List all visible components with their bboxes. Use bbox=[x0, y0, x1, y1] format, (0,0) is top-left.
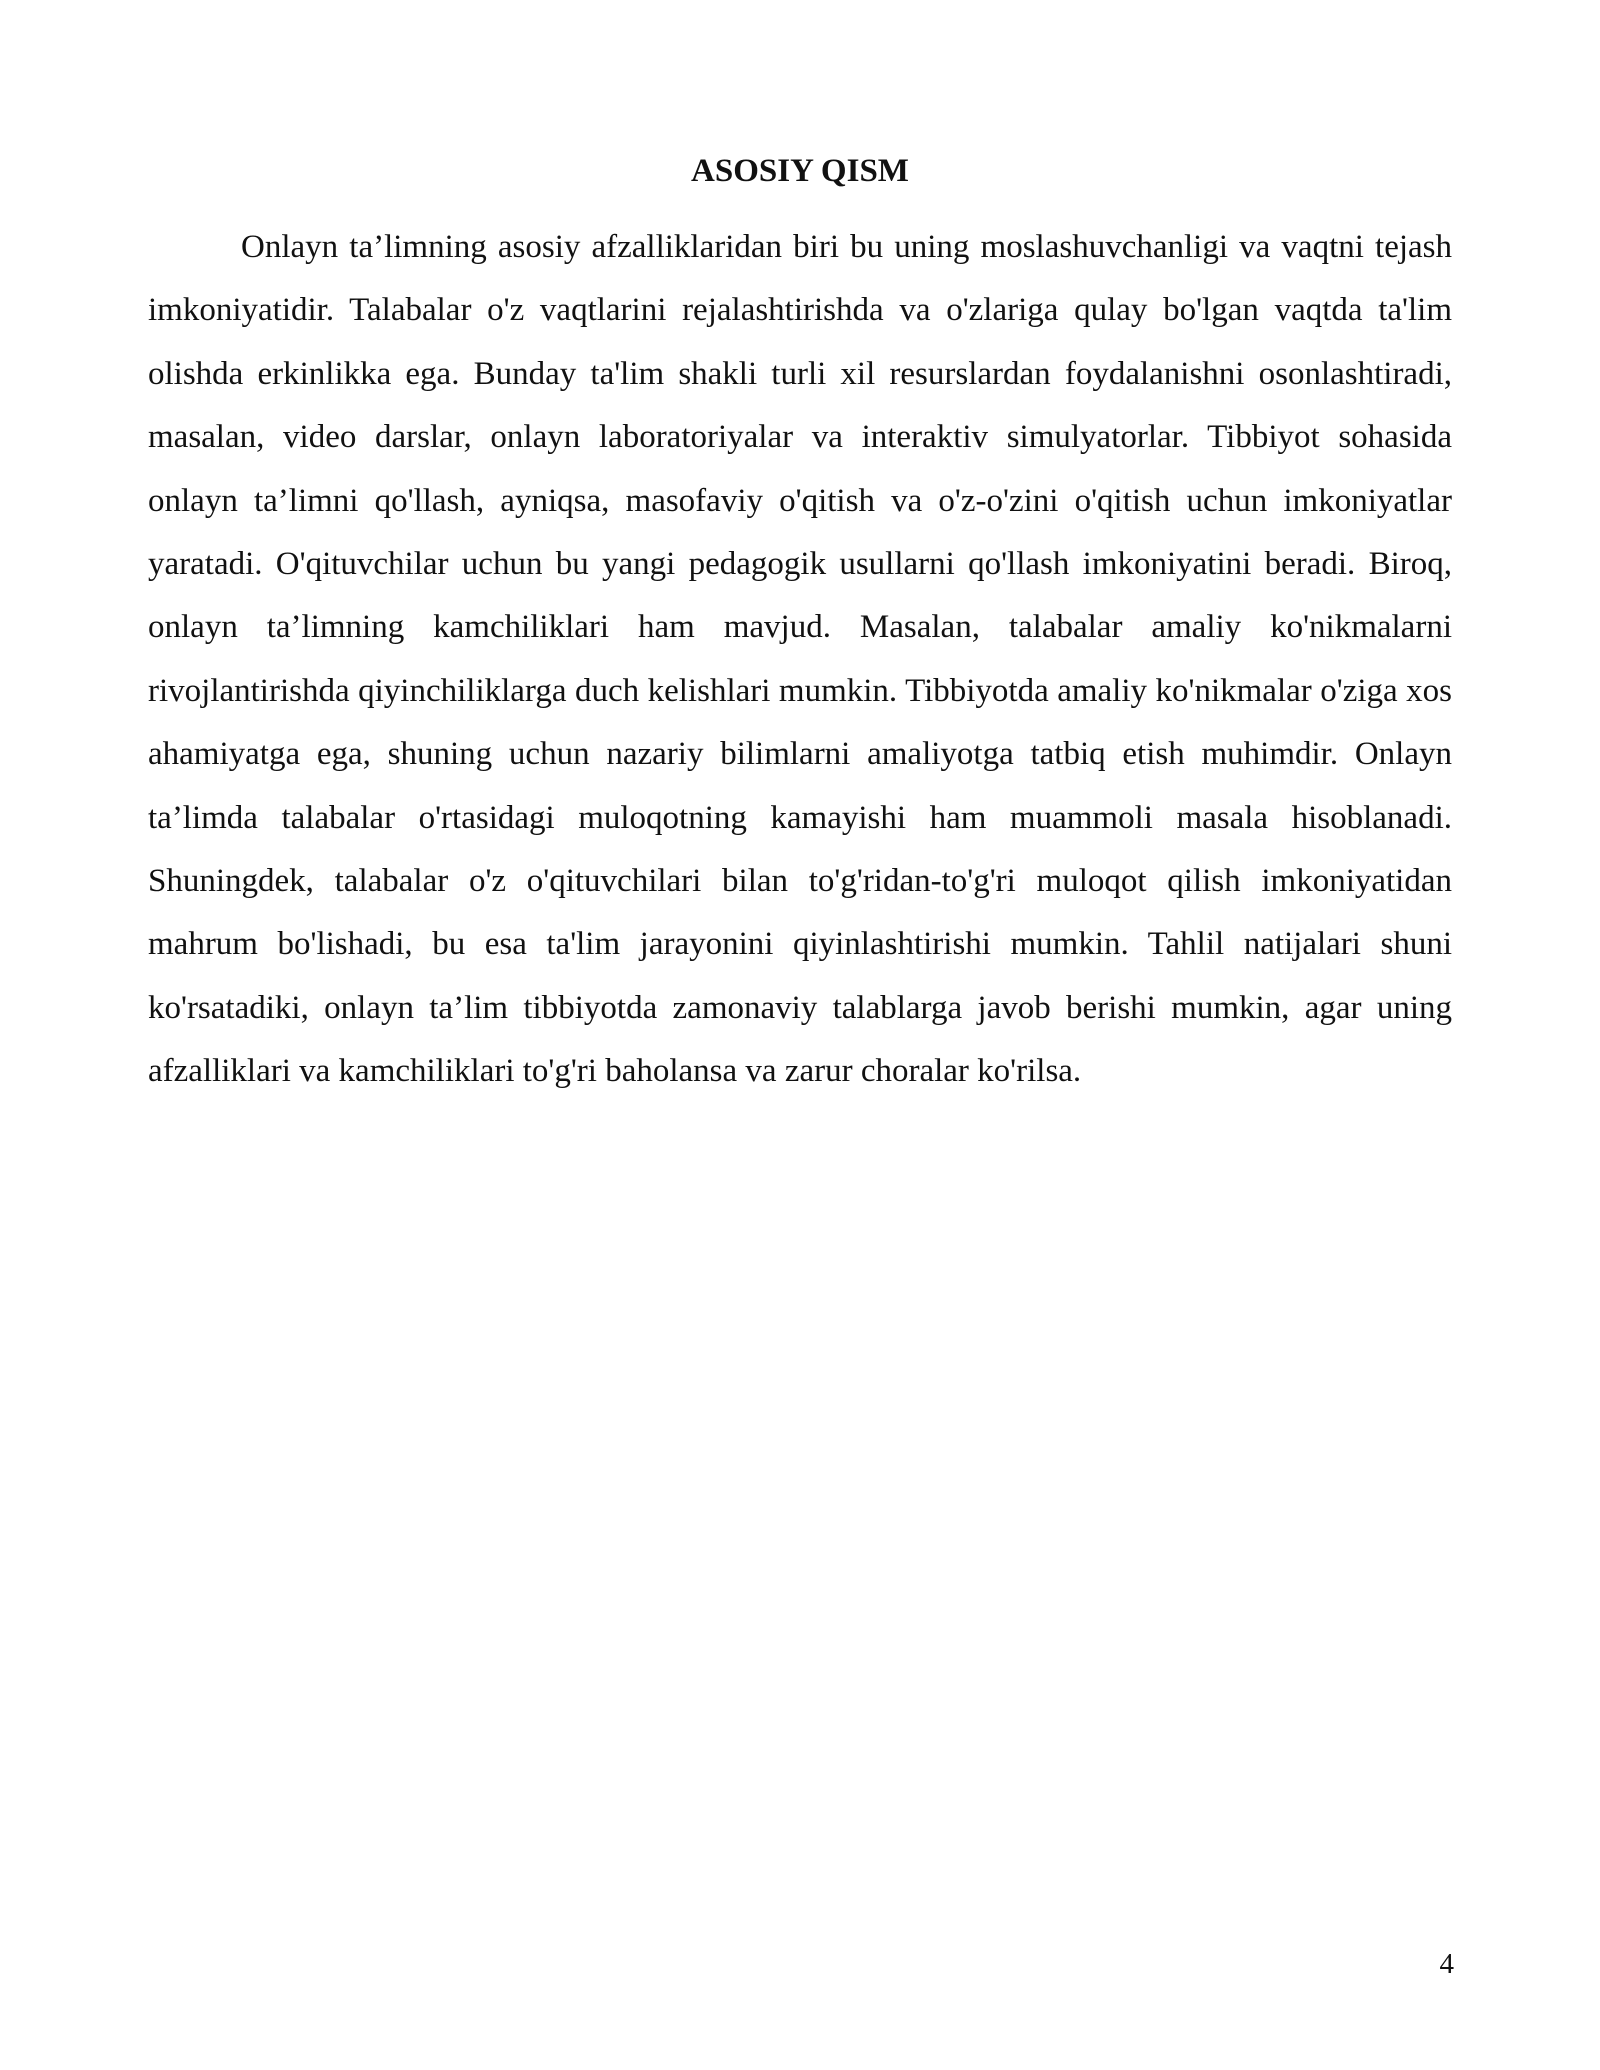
section-heading: ASOSIY QISM bbox=[691, 153, 909, 189]
page-number: 4 bbox=[1439, 1948, 1454, 1980]
body-paragraph: Onlayn ta’limning asosiy afzalliklaridan biri bu uning moslashuvchanligi va vaqtni tejash imkoniyatidir. Talabalar o'z vaqtlarini rejalashtirishda va o'zlariga qulay bo'lgan vaqtda ta'lim olishda erkinlikka ega. Bunday ta'lim shakli turli xil resurslardan foydalanishni osonlashtiradi, masalan, video darslar, onlayn laboratoriyalar va interaktiv simulyatorlar. Tibbiyot sohasida onlayn ta’limni qo'llash, ayniqsa, masofaviy o'qitish va o'z-o'zini o'qitish uchun imkoniyatlar yaratadi. O'qituvchilar uchun bu yangi pedagogik usullarni qo'llash imkoniyatini beradi. Biroq, onlayn ta’limning kamchiliklari ham mavjud. Masalan, talabalar amaliy ko'nikmalarni rivojlantirishda qiyinchiliklarga duch kelishlari mumkin. Tibbiyotda amaliy ko'nikmalar o'ziga xos ahamiyatga ega, shuning uchun nazariy bilimlarni amaliyotga tatbiq etish muhimdir. Onlayn ta’limda talabalar o'rtasidagi muloqotning kamayishi ham muammoli masala hisoblanadi. Shuningdek, talabalar o'z o'qituvchilari bilan to'g'ridan-to'g'ri muloqot qilish imkoniyatidan mahrum bo'lishadi, bu esa ta'lim jarayonini qiyinlashtirishi mumkin. Tahlil natijalari shuni ko'rsatadiki, onlayn ta’lim tibbiyotda zamonaviy talablarga javob berishi mumkin, agar uning afzalliklari va kamchiliklari to'g'ri baholansa va zarur choralar ko'rilsa. bbox=[148, 229, 1452, 1090]
